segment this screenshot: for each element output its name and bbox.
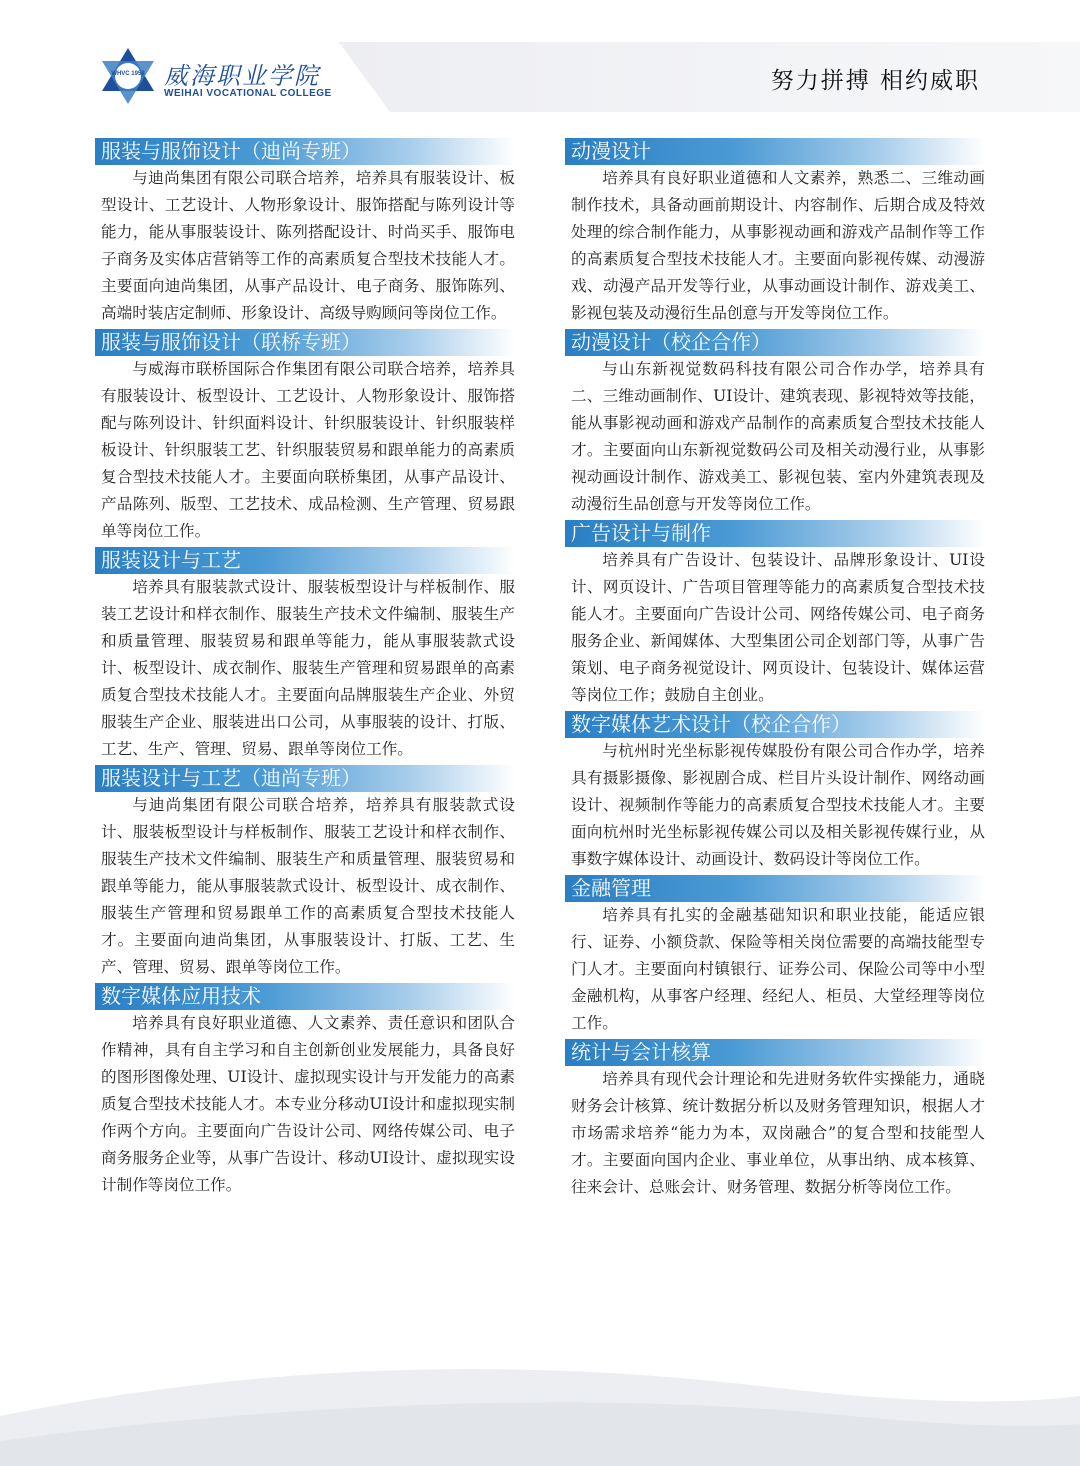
program-description: 培养具有现代会计理论和先进财务软件实操能力，通晓财务会计核算、统计数据分析以及财务管理知识，根据人才市场需求培养“能力为本，双岗融合”的复合型和技能型人才。主要面向国内企业、事业单位，从事出纳、成本核算、往来会计、总账会计、财务管理、数据分析等岗位工作。 [571, 1070, 985, 1196]
program-description: 培养具有扎实的金融基础知识和职业技能，能适应银行、证券、小额贷款、保险等相关岗位需要的高端技能型专门人才。主要面向村镇银行、证券公司、保险公司等中小型金融机构，从事客户经理、经纪人、柜员、大堂经理等岗位工作。 [571, 906, 985, 1032]
program-title: 统计与会计核算 [565, 1039, 985, 1066]
program-section [95, 329, 515, 545]
program-title: 广告设计与制作 [565, 520, 985, 547]
footer-wave-decoration [0, 1346, 1080, 1466]
left-column [95, 138, 515, 1201]
program-title: 服装设计与工艺（迪尚专班） [95, 765, 515, 792]
program-title: 服装与服饰设计（迪尚专班） [95, 138, 515, 165]
program-description: 培养具有良好职业道德和人文素养，熟悉二、三维动画制作技术，具备动画前期设计、内容制作、后期合成及特效处理的综合制作能力，从事影视动画和游戏产品制作等工作的高素质复合型技术技能人才。主要面向影视传媒、动漫游戏、动漫产品开发等行业，从事动画设计制作、游戏美工、影视包装及动漫衍生品创意与开发等岗位工作。 [571, 169, 985, 322]
program-title: 数字媒体应用技术 [95, 983, 515, 1010]
page-header [0, 0, 1080, 112]
program-title: 动漫设计（校企合作） [565, 329, 985, 356]
program-description: 与杭州时光坐标影视传媒股份有限公司合作办学，培养具有摄影摄像、影视剧合成、栏目片头设计制作、网络动画设计、视频制作等能力的高素质复合型技术技能人才。主要面向杭州时光坐标影视传媒公司以及相关影视传媒行业，从事数字媒体设计、动画设计、数码设计等岗位工作。 [571, 742, 985, 868]
program-description: 培养具有广告设计、包装设计、品牌形象设计、UI设计、网页设计、广告项目管理等能力的高素质复合型技术技能人才。主要面向广告设计公司、网络传媒公司、电子商务服务企业、新闻媒体、大型集团公司企划部门等，从事广告策划、电子商务视觉设计、网页设计、包装设计、媒体运营等岗位工作；鼓励自主创业。 [571, 551, 985, 704]
program-section [95, 138, 515, 327]
logo-text: WHVC 1958 [111, 71, 145, 77]
program-title: 服装与服饰设计（联桥专班） [95, 329, 515, 356]
program-section [95, 765, 515, 981]
program-description: 与迪尚集团有限公司联合培养，培养具有服装设计、板型设计、工艺设计、人物形象设计、服饰搭配与陈列设计等能力，能从事服装设计、陈列搭配设计、时尚买手、服饰电子商务及实体店营销等工作的高素质复合型技术技能人才。主要面向迪尚集团，从事产品设计、电子商务、服饰陈列、高端时装店定制师、形象设计、高级导购顾问等岗位工作。 [101, 169, 515, 322]
program-description: 与山东新视觉数码科技有限公司合作办学，培养具有二、三维动画制作、UI设计、建筑表现、影视特效等技能，能从事影视动画和游戏产品制作的高素质复合型技术技能人才。主要面向山东新视觉数码公司及相关动漫行业，从事影视动画设计制作、游戏美工、影视包装、室内外建筑表现及动漫衍生品创意与开发等岗位工作。 [571, 360, 985, 513]
program-section [565, 520, 985, 709]
program-section [565, 711, 985, 873]
program-description: 与迪尚集团有限公司联合培养，培养具有服装款式设计、服装板型设计与样板制作、服装工艺设计和样衣制作、服装生产技术文件编制、服装生产和质量管理、服装贸易和跟单等能力，能从事服装款式设计、板型设计、成衣制作、服装生产管理和贸易跟单工作的高素质复合型技术技能人才。主要面向迪尚集团，从事服装设计、打版、工艺、生产、管理、贸易、跟单等岗位工作。 [101, 796, 515, 976]
right-column [565, 138, 985, 1203]
program-title: 动漫设计 [565, 138, 985, 165]
program-section [95, 983, 515, 1199]
program-description: 与威海市联桥国际合作集团有限公司联合培养，培养具有服装设计、板型设计、工艺设计、人物形象设计、服饰搭配与陈列设计、针织面料设计、针织服装设计、针织服装样板设计、针织服装工艺、针织服装贸易和跟单能力的高素质复合型技术技能人才。主要面向联桥集团，从事产品设计、产品陈列、版型、工艺技术、成品检测、生产管理、贸易跟单等岗位工作。 [101, 360, 515, 540]
school-name-cn: 威海职业学院 [164, 62, 320, 90]
program-section [565, 875, 985, 1037]
college-logo-icon [98, 46, 158, 106]
program-title: 金融管理 [565, 875, 985, 902]
school-name-en: WEIHAI VOCATIONAL COLLEGE [164, 88, 332, 99]
slogan: 努力拼搏 相约威职 [770, 68, 980, 94]
program-description: 培养具有良好职业道德、人文素养、责任意识和团队合作精神，具有自主学习和自主创新创业发展能力，具备良好的图形图像处理、UI设计、虚拟现实设计与开发能力的高素质复合型技术技能人才。本专业分移动UI设计和虚拟现实制作两个方向。主要面向广告设计公司、网络传媒公司、电子商务服务企业等，从事广告设计、移动UI设计、虚拟现实设计制作等岗位工作。 [101, 1014, 515, 1194]
program-title: 服装设计与工艺 [95, 547, 515, 574]
program-section [565, 329, 985, 518]
program-section [565, 138, 985, 327]
program-title: 数字媒体艺术设计（校企合作） [565, 711, 985, 738]
program-section [565, 1039, 985, 1201]
program-description: 培养具有服装款式设计、服装板型设计与样板制作、服装工艺设计和样衣制作、服装生产技术文件编制、服装生产和质量管理、服装贸易和跟单等能力，能从事服装款式设计、板型设计、成衣制作、服装生产管理和贸易跟单的高素质复合型技术技能人才。主要面向品牌服装生产企业、外贸服装生产企业、服装进出口公司，从事服装的设计、打版、工艺、生产、管理、贸易、跟单等岗位工作。 [101, 578, 515, 758]
program-section [95, 547, 515, 763]
